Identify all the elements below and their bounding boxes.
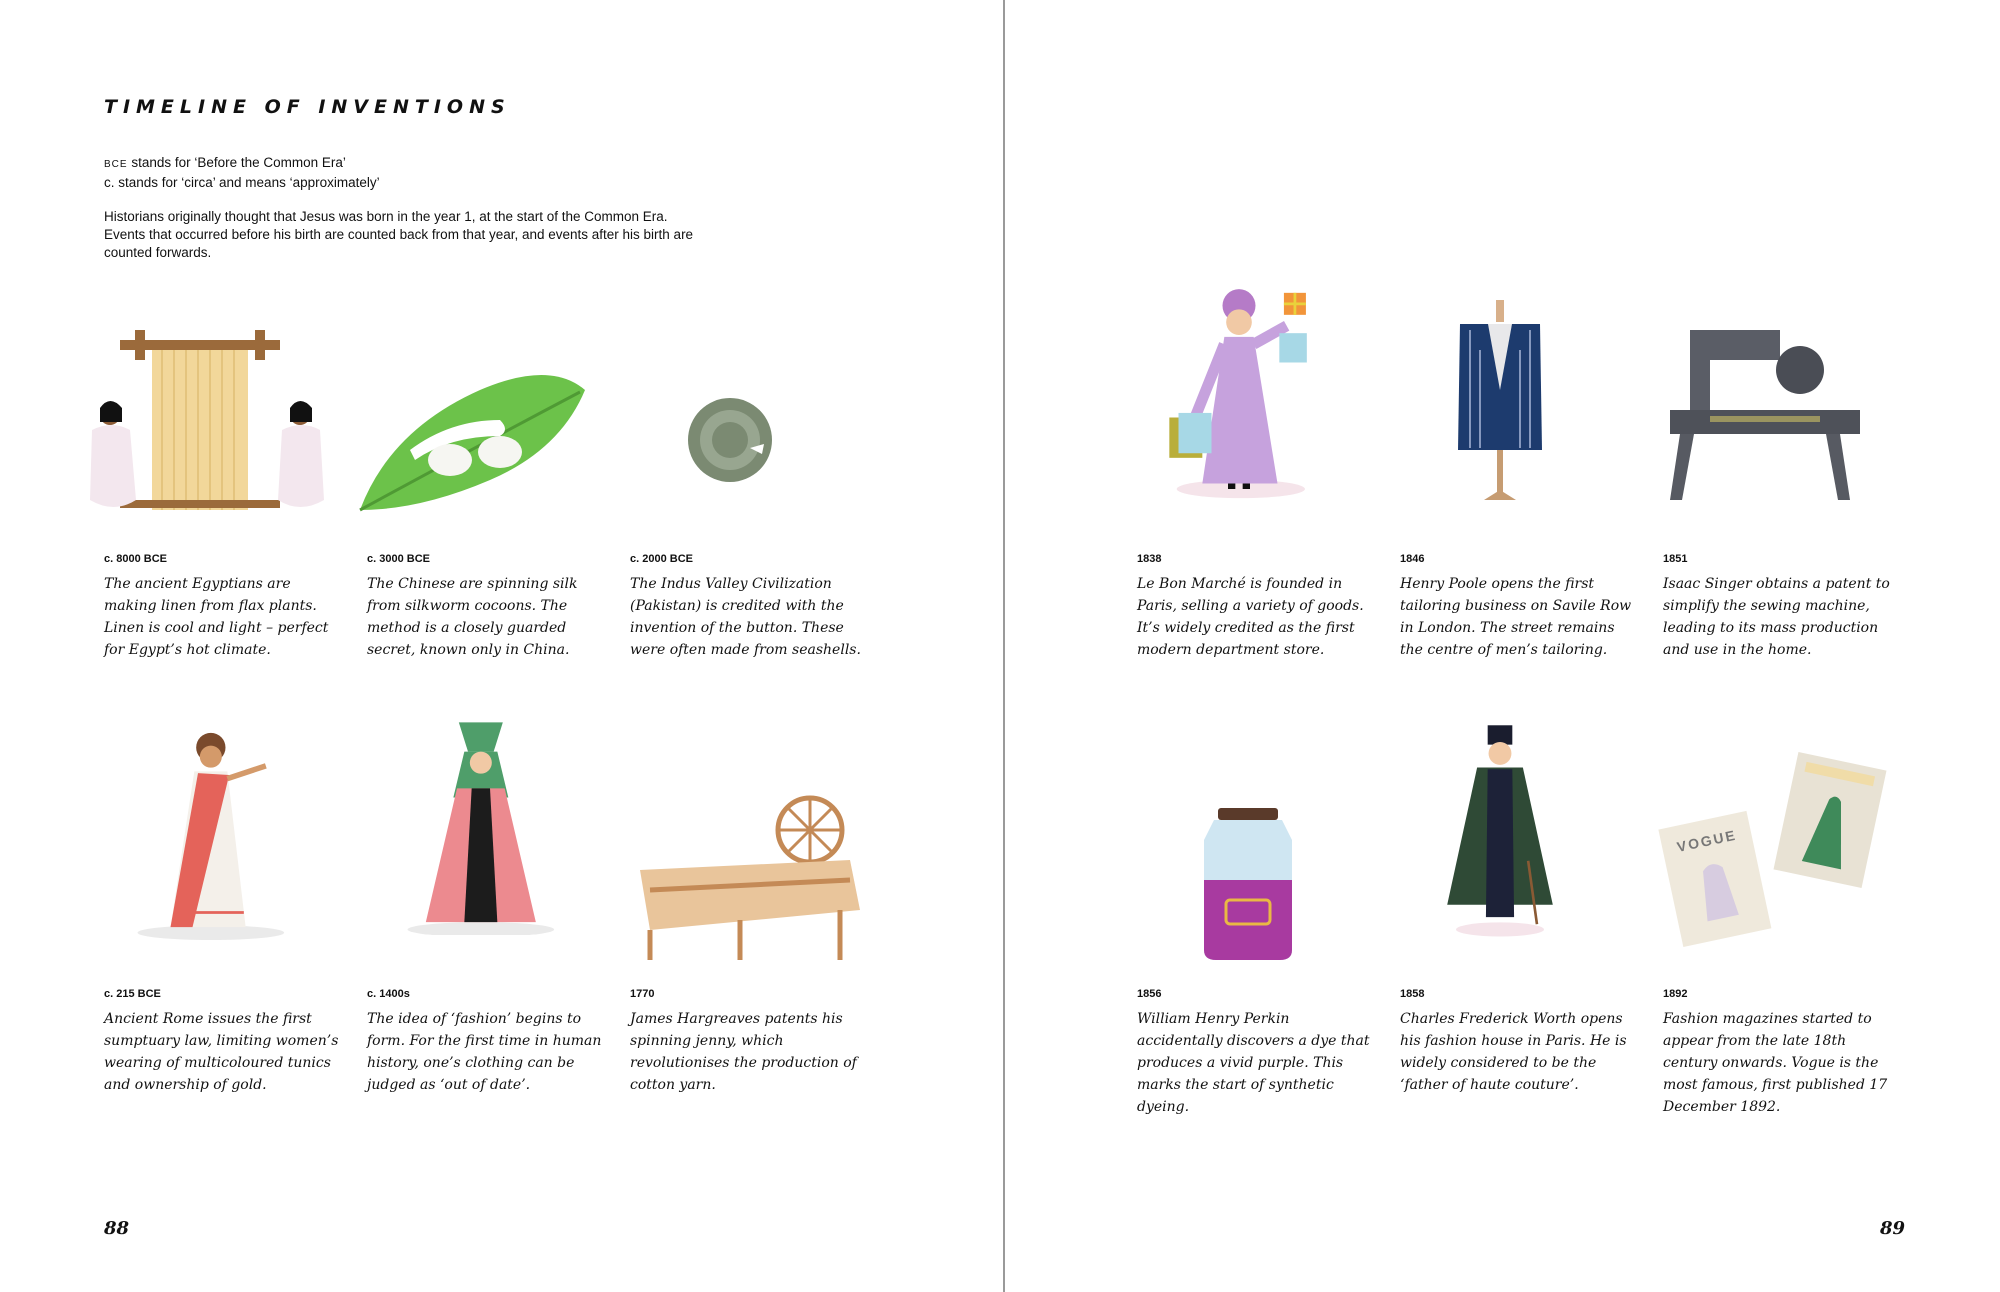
page-title: TIMELINE OF INVENTIONS (104, 96, 511, 118)
entry-date: 1838 (1137, 553, 1162, 565)
entry-description: Charles Frederick Worth opens his fashion house in Paris. He is widely considered to be the ‘father of haute couture’. (1400, 1011, 1627, 1093)
entry-description: Isaac Singer obtains a patent to simplify the sewing machine, leading to its mass production and use in the home. (1663, 576, 1890, 658)
definitions (104, 154, 380, 192)
page-number-right: 89 (1880, 1218, 1906, 1239)
magazine-cover-text: VOGUE (1675, 826, 1739, 855)
bce-definition: stands for ‘Before the Common Era’ (127, 155, 346, 170)
magazines-icon (1650, 740, 1890, 960)
entry-description: James Hargreaves patents his spinning jenny, which revolutionises the production of cotton yarn. (630, 1011, 857, 1093)
entry-description: Le Bon Marché is founded in Paris, selling a variety of goods. It’s widely credited as the first modern department store. (1137, 576, 1364, 658)
entry-description: The ancient Egyptians are making linen from flax plants. Linen is cool and light – perfect for Egypt’s hot climate. (104, 576, 329, 658)
sewing-machine-icon (1650, 300, 1890, 520)
couturier-icon (1380, 720, 1620, 940)
entry-description: Ancient Rome issues the first sumptuary law, limiting women’s wearing of multicoloured tunics and ownership of gold. (104, 1011, 339, 1093)
bce-abbr: BCE (104, 159, 128, 170)
entry-date: 1846 (1400, 553, 1425, 565)
book-spine (1003, 0, 1005, 1292)
circa-definition: c. stands for ‘circa’ and means ‘approximately’ (104, 175, 380, 190)
entry-description: The Chinese are spinning silk from silkworm cocoons. The method is a closely guarded secret, known only in China. (367, 576, 578, 658)
entry-date: 1892 (1663, 988, 1688, 1000)
entry-description: William Henry Perkin accidentally discovers a dye that produces a vivid purple. This marks the start of synthetic dyeing. (1137, 1011, 1370, 1115)
tailored-jacket-icon (1380, 290, 1620, 510)
entry-date: 1851 (1663, 553, 1688, 565)
button-icon (610, 320, 850, 540)
entry-date: c. 8000 BCE (104, 553, 167, 565)
shopper-icon (1130, 280, 1370, 500)
entry-description: The idea of ‘fashion’ begins to form. For the first time in human history, one’s clothing can be judged as ‘out of date’. (367, 1011, 602, 1093)
entry-date: 1770 (630, 988, 655, 1000)
dye-jar-icon (1130, 770, 1370, 990)
entry-description: The Indus Valley Civilization (Pakistan) is credited with the invention of the button. These were often made from seashells. (630, 576, 861, 658)
entry-date: c. 215 BCE (104, 988, 161, 1000)
entry-date: c. 1400s (367, 988, 410, 1000)
spinning-jenny-icon (630, 760, 870, 980)
entry-date: c. 2000 BCE (630, 553, 693, 565)
roman-woman-icon (100, 720, 340, 940)
entry-date: 1858 (1400, 988, 1425, 1000)
entry-description: Henry Poole opens the first tailoring business on Savile Row in London. The street remains the centre of men’s tailoring. (1400, 576, 1632, 658)
page-number-left: 88 (104, 1218, 130, 1239)
loom-weavers-icon (90, 320, 330, 540)
entry-date: 1856 (1137, 988, 1162, 1000)
entry-date: c. 3000 BCE (367, 553, 430, 565)
medieval-woman-icon (370, 715, 610, 935)
entry-description: Fashion magazines started to appear from the late 18th century onwards. Vogue is the most famous, first published 17 December 1892. (1663, 1011, 1888, 1115)
intro-paragraph: Historians originally thought that Jesus was born in the year 1, at the start of the Common Era. Events that occurred before his birth are counted back from that year, and events after his birth are counted forwards. (104, 209, 694, 260)
silkworm-leaf-icon (350, 320, 590, 540)
